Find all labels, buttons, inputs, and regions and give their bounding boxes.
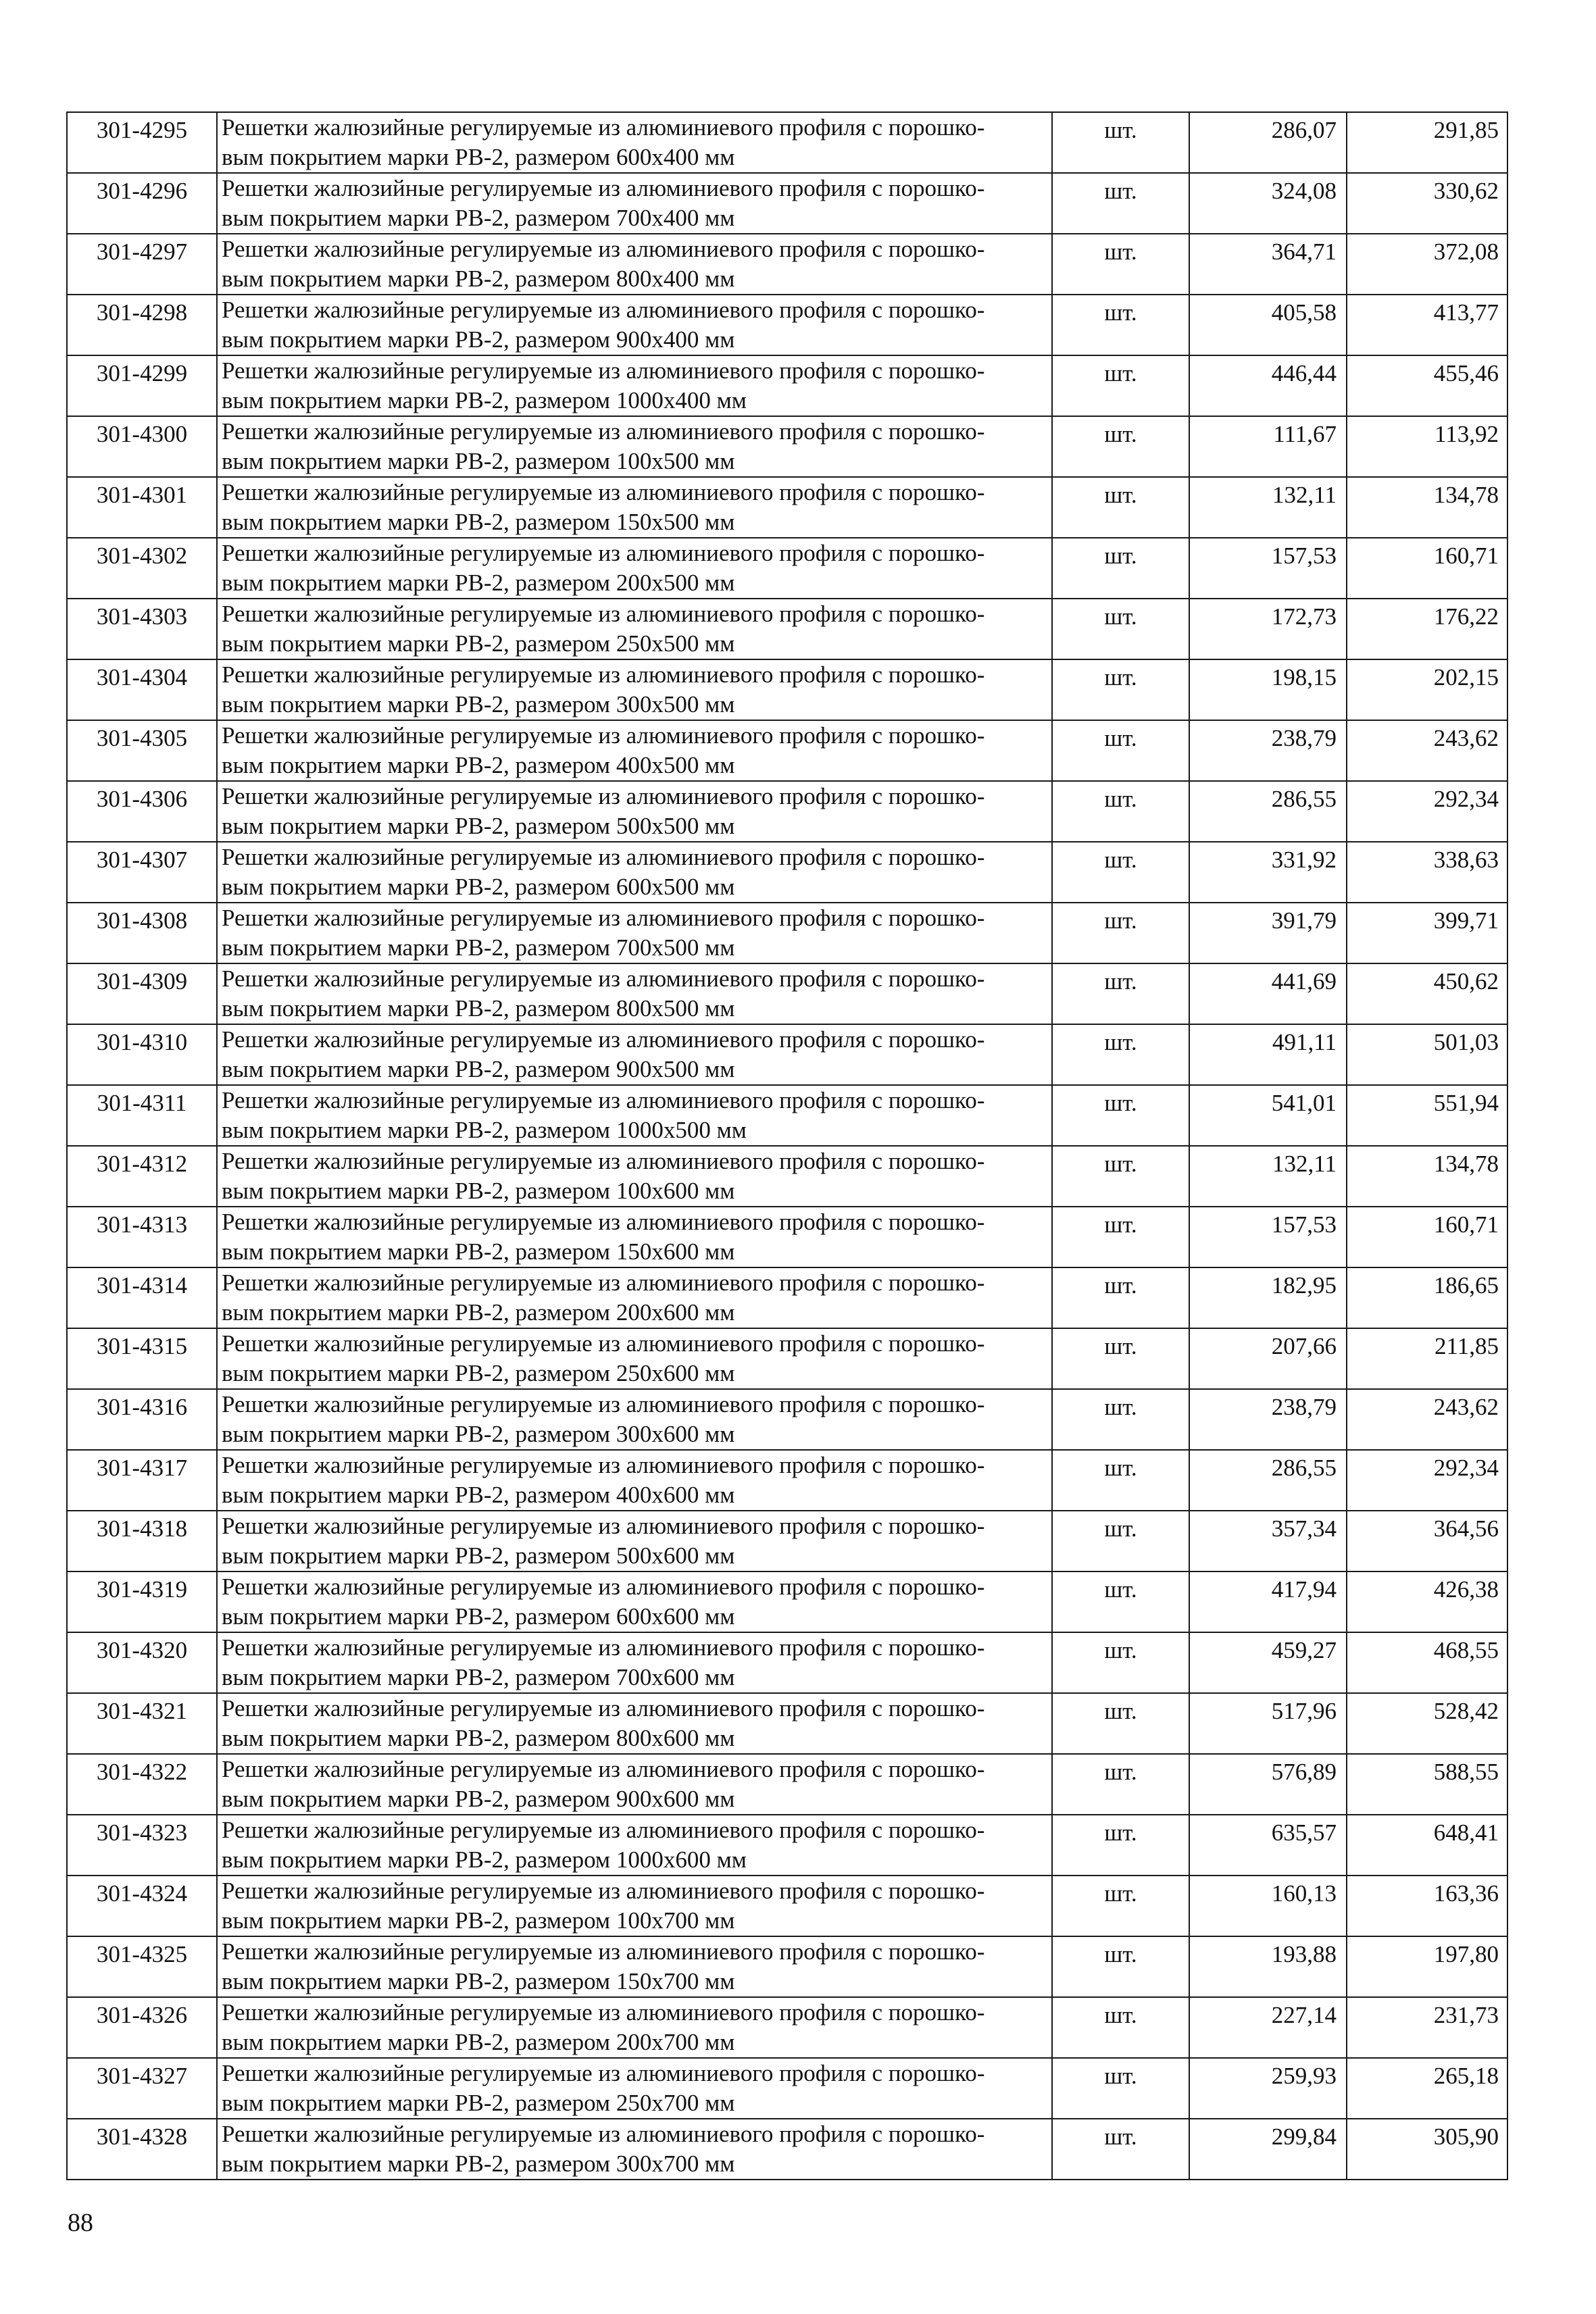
item-code: 301-4297	[67, 234, 217, 295]
item-description	[217, 1146, 1052, 1207]
description-line-2: вым покрытием марки РВ-2, размером 150x700 мм	[222, 1968, 735, 1994]
description-line-2: вым покрытием марки РВ-2, размером 1000x400 мм	[222, 387, 747, 413]
item-code: 301-4314	[67, 1267, 217, 1328]
item-price-2: 231,73	[1347, 1997, 1507, 2058]
item-unit: шт.	[1052, 963, 1189, 1024]
description-line-1: Решетки жалюзийные регулируемые из алюминиевого профиля с порошко-	[222, 357, 985, 384]
item-price-2: 413,77	[1347, 295, 1507, 355]
item-description	[217, 963, 1052, 1024]
description-line-2: вым покрытием марки РВ-2, размером 300x500 мм	[222, 691, 735, 718]
description-line-1: Решетки жалюзийные регулируемые из алюминиевого профиля с порошко-	[222, 1269, 985, 1296]
item-price-1: 299,84	[1189, 2119, 1347, 2180]
item-code: 301-4309	[67, 963, 217, 1024]
item-code: 301-4325	[67, 1936, 217, 1997]
item-code: 301-4312	[67, 1146, 217, 1207]
table-row	[67, 173, 1507, 234]
description-line-2: вым покрытием марки РВ-2, размером 600x600 мм	[222, 1603, 735, 1630]
item-price-1: 286,55	[1189, 1450, 1347, 1511]
table-row	[67, 1389, 1507, 1450]
table-row	[67, 1632, 1507, 1693]
item-unit: шт.	[1052, 112, 1189, 173]
item-code: 301-4311	[67, 1085, 217, 1146]
item-description	[217, 781, 1052, 842]
description-line-1: Решетки жалюзийные регулируемые из алюминиевого профиля с порошко-	[222, 661, 985, 688]
description-line-2: вым покрытием марки РВ-2, размером 100x600 мм	[222, 1178, 735, 1204]
table-row	[67, 903, 1507, 963]
item-unit: шт.	[1052, 1571, 1189, 1632]
item-code: 301-4322	[67, 1754, 217, 1815]
item-unit: шт.	[1052, 1085, 1189, 1146]
table-row	[67, 1267, 1507, 1328]
item-price-2: 501,03	[1347, 1024, 1507, 1085]
item-code: 301-4295	[67, 112, 217, 173]
item-price-1: 459,27	[1189, 1632, 1347, 1693]
table-body	[67, 112, 1507, 2180]
description-line-1: Решетки жалюзийные регулируемые из алюминиевого профиля с порошко-	[222, 1330, 985, 1357]
item-code: 301-4301	[67, 477, 217, 538]
item-unit: шт.	[1052, 295, 1189, 355]
description-line-2: вым покрытием марки РВ-2, размером 300x700 мм	[222, 2150, 735, 2177]
item-price-2: 211,85	[1347, 1328, 1507, 1389]
item-description	[217, 903, 1052, 963]
item-code: 301-4298	[67, 295, 217, 355]
description-line-1: Решетки жалюзийные регулируемые из алюминиевого профиля с порошко-	[222, 2060, 985, 2086]
table-row	[67, 1693, 1507, 1754]
item-description	[217, 538, 1052, 599]
description-line-1: Решетки жалюзийные регулируемые из алюминиевого профиля с порошко-	[222, 1148, 985, 1174]
item-price-1: 238,79	[1189, 720, 1347, 781]
description-line-1: Решетки жалюзийные регулируемые из алюминиевого профиля с порошко-	[222, 1026, 985, 1053]
item-code: 301-4320	[67, 1632, 217, 1693]
item-price-1: 576,89	[1189, 1754, 1347, 1815]
item-code: 301-4317	[67, 1450, 217, 1511]
item-price-2: 305,90	[1347, 2119, 1507, 2180]
item-price-1: 357,34	[1189, 1511, 1347, 1571]
item-description	[217, 477, 1052, 538]
item-unit: шт.	[1052, 1754, 1189, 1815]
item-price-1: 198,15	[1189, 659, 1347, 720]
description-line-2: вым покрытием марки РВ-2, размером 600x500 мм	[222, 874, 735, 900]
description-line-1: Решетки жалюзийные регулируемые из алюминиевого профиля с порошко-	[222, 1391, 985, 1417]
item-unit: шт.	[1052, 599, 1189, 659]
item-price-2: 160,71	[1347, 1207, 1507, 1267]
item-description	[217, 720, 1052, 781]
table-row	[67, 234, 1507, 295]
description-line-2: вым покрытием марки РВ-2, размером 1000x600 мм	[222, 1846, 747, 1873]
item-unit: шт.	[1052, 659, 1189, 720]
table-row	[67, 1997, 1507, 2058]
page-number: 88	[68, 2209, 93, 2237]
description-line-1: Решетки жалюзийные регулируемые из алюминиевого профиля с порошко-	[222, 1574, 985, 1600]
description-line-1: Решетки жалюзийные регулируемые из алюминиевого профиля с порошко-	[222, 1695, 985, 1721]
item-price-2: 197,80	[1347, 1936, 1507, 1997]
item-description	[217, 1754, 1052, 1815]
description-line-2: вым покрытием марки РВ-2, размером 300x600 мм	[222, 1421, 735, 1447]
item-description	[217, 416, 1052, 477]
item-unit: шт.	[1052, 1146, 1189, 1207]
description-line-1: Решетки жалюзийные регулируемые из алюминиевого профиля с порошко-	[222, 297, 985, 323]
description-line-1: Решетки жалюзийные регулируемые из алюминиевого профиля с порошко-	[222, 175, 985, 201]
item-description	[217, 1997, 1052, 2058]
item-price-2: 426,38	[1347, 1571, 1507, 1632]
description-line-1: Решетки жалюзийные регулируемые из алюминиевого профиля с порошко-	[222, 1452, 985, 1478]
item-description	[217, 1936, 1052, 1997]
item-price-2: 588,55	[1347, 1754, 1507, 1815]
item-price-2: 364,56	[1347, 1511, 1507, 1571]
item-code: 301-4315	[67, 1328, 217, 1389]
description-line-2: вым покрытием марки РВ-2, размером 900x600 мм	[222, 1786, 735, 1812]
item-unit: шт.	[1052, 1207, 1189, 1267]
description-line-2: вым покрытием марки РВ-2, размером 900x500 мм	[222, 1056, 735, 1082]
item-price-1: 193,88	[1189, 1936, 1347, 1997]
item-price-2: 551,94	[1347, 1085, 1507, 1146]
description-line-2: вым покрытием марки РВ-2, размером 150x600 мм	[222, 1238, 735, 1265]
description-line-1: Решетки жалюзийные регулируемые из алюминиевого профиля с порошко-	[222, 601, 985, 627]
item-code: 301-4328	[67, 2119, 217, 2180]
item-price-2: 243,62	[1347, 720, 1507, 781]
item-description	[217, 355, 1052, 416]
item-description	[217, 1207, 1052, 1267]
table-row	[67, 599, 1507, 659]
item-price-2: 160,71	[1347, 538, 1507, 599]
price-table	[66, 111, 1508, 2180]
description-line-1: Решетки жалюзийные регулируемые из алюминиевого профиля с порошко-	[222, 1878, 985, 1904]
item-price-2: 202,15	[1347, 659, 1507, 720]
description-line-1: Решетки жалюзийные регулируемые из алюминиевого профиля с порошко-	[222, 1209, 985, 1235]
description-line-1: Решетки жалюзийные регулируемые из алюминиевого профиля с порошко-	[222, 1513, 985, 1539]
description-line-1: Решетки жалюзийные регулируемые из алюминиевого профиля с порошко-	[222, 1634, 985, 1661]
table-row	[67, 1876, 1507, 1936]
item-description	[217, 1876, 1052, 1936]
description-line-2: вым покрытием марки РВ-2, размером 200x700 мм	[222, 2029, 735, 2055]
description-line-2: вым покрытием марки РВ-2, размером 400x500 мм	[222, 752, 735, 778]
item-unit: шт.	[1052, 538, 1189, 599]
item-unit: шт.	[1052, 1267, 1189, 1328]
item-unit: шт.	[1052, 1632, 1189, 1693]
item-price-1: 132,11	[1189, 1146, 1347, 1207]
item-price-1: 259,93	[1189, 2058, 1347, 2119]
description-line-2: вым покрытием марки РВ-2, размером 700x400 мм	[222, 205, 735, 231]
item-price-1: 227,14	[1189, 1997, 1347, 2058]
item-description	[217, 295, 1052, 355]
item-code: 301-4316	[67, 1389, 217, 1450]
item-price-2: 134,78	[1347, 477, 1507, 538]
table-row	[67, 1024, 1507, 1085]
item-code: 301-4321	[67, 1693, 217, 1754]
item-description	[217, 1450, 1052, 1511]
item-price-1: 635,57	[1189, 1815, 1347, 1876]
item-code: 301-4310	[67, 1024, 217, 1085]
item-description	[217, 1024, 1052, 1085]
description-line-2: вым покрытием марки РВ-2, размером 250x500 мм	[222, 630, 735, 657]
description-line-2: вым покрытием марки РВ-2, размером 500x600 мм	[222, 1542, 735, 1569]
item-unit: шт.	[1052, 903, 1189, 963]
table-row	[67, 1754, 1507, 1815]
item-price-2: 338,63	[1347, 842, 1507, 903]
description-line-2: вым покрытием марки РВ-2, размером 100x500 мм	[222, 448, 735, 474]
description-line-1: Решетки жалюзийные регулируемые из алюминиевого профиля с порошко-	[222, 418, 985, 445]
item-unit: шт.	[1052, 1997, 1189, 2058]
description-line-1: Решетки жалюзийные регулируемые из алюминиевого профиля с порошко-	[222, 783, 985, 809]
table-row	[67, 1207, 1507, 1267]
item-price-2: 186,65	[1347, 1267, 1507, 1328]
item-price-2: 450,62	[1347, 963, 1507, 1024]
item-price-2: 176,22	[1347, 599, 1507, 659]
item-code: 301-4326	[67, 1997, 217, 2058]
item-unit: шт.	[1052, 1693, 1189, 1754]
item-code: 301-4299	[67, 355, 217, 416]
table-row	[67, 2058, 1507, 2119]
table-row	[67, 295, 1507, 355]
item-price-1: 238,79	[1189, 1389, 1347, 1450]
description-line-2: вым покрытием марки РВ-2, размером 700x600 мм	[222, 1664, 735, 1690]
item-unit: шт.	[1052, 1328, 1189, 1389]
item-price-1: 160,13	[1189, 1876, 1347, 1936]
item-unit: шт.	[1052, 1815, 1189, 1876]
item-unit: шт.	[1052, 1024, 1189, 1085]
item-code: 301-4305	[67, 720, 217, 781]
table-row	[67, 781, 1507, 842]
item-code: 301-4300	[67, 416, 217, 477]
description-line-2: вым покрытием марки РВ-2, размером 150x500 мм	[222, 509, 735, 535]
item-price-2: 265,18	[1347, 2058, 1507, 2119]
item-price-1: 441,69	[1189, 963, 1347, 1024]
table-row	[67, 1511, 1507, 1571]
description-line-2: вым покрытием марки РВ-2, размером 600x400 мм	[222, 144, 735, 170]
item-price-1: 405,58	[1189, 295, 1347, 355]
item-price-2: 243,62	[1347, 1389, 1507, 1450]
item-description	[217, 2058, 1052, 2119]
item-price-2: 134,78	[1347, 1146, 1507, 1207]
description-line-2: вым покрытием марки РВ-2, размером 100x700 мм	[222, 1907, 735, 1934]
item-price-1: 157,53	[1189, 538, 1347, 599]
description-line-1: Решетки жалюзийные регулируемые из алюминиевого профиля с порошко-	[222, 722, 985, 749]
item-description	[217, 599, 1052, 659]
item-price-1: 111,67	[1189, 416, 1347, 477]
item-description	[217, 1571, 1052, 1632]
item-code: 301-4296	[67, 173, 217, 234]
item-unit: шт.	[1052, 2058, 1189, 2119]
table-row	[67, 1328, 1507, 1389]
item-price-1: 207,66	[1189, 1328, 1347, 1389]
item-price-2: 399,71	[1347, 903, 1507, 963]
item-price-1: 364,71	[1189, 234, 1347, 295]
item-description	[217, 2119, 1052, 2180]
item-unit: шт.	[1052, 720, 1189, 781]
table-row	[67, 720, 1507, 781]
description-line-1: Решетки жалюзийные регулируемые из алюминиевого профиля с порошко-	[222, 1087, 985, 1113]
item-price-1: 491,11	[1189, 1024, 1347, 1085]
item-price-1: 517,96	[1189, 1693, 1347, 1754]
item-code: 301-4318	[67, 1511, 217, 1571]
item-code: 301-4302	[67, 538, 217, 599]
table-row	[67, 1085, 1507, 1146]
table-row	[67, 659, 1507, 720]
description-line-1: Решетки жалюзийные регулируемые из алюминиевого профиля с порошко-	[222, 1756, 985, 1782]
item-code: 301-4323	[67, 1815, 217, 1876]
item-price-2: 372,08	[1347, 234, 1507, 295]
table-row	[67, 538, 1507, 599]
description-line-2: вым покрытием марки РВ-2, размером 1000x500 мм	[222, 1117, 747, 1143]
description-line-2: вым покрытием марки РВ-2, размером 800x400 мм	[222, 266, 735, 292]
item-price-1: 286,07	[1189, 112, 1347, 173]
item-description	[217, 842, 1052, 903]
item-description	[217, 1693, 1052, 1754]
description-line-2: вым покрытием марки РВ-2, размером 250x700 мм	[222, 2090, 735, 2116]
item-price-2: 468,55	[1347, 1632, 1507, 1693]
table-row	[67, 1450, 1507, 1511]
item-unit: шт.	[1052, 2119, 1189, 2180]
item-price-1: 417,94	[1189, 1571, 1347, 1632]
item-price-1: 172,73	[1189, 599, 1347, 659]
item-description	[217, 234, 1052, 295]
description-line-1: Решетки жалюзийные регулируемые из алюминиевого профиля с порошко-	[222, 1938, 985, 1965]
item-price-2: 292,34	[1347, 1450, 1507, 1511]
description-line-1: Решетки жалюзийные регулируемые из алюминиевого профиля с порошко-	[222, 540, 985, 566]
item-price-2: 330,62	[1347, 173, 1507, 234]
item-code: 301-4324	[67, 1876, 217, 1936]
item-code: 301-4303	[67, 599, 217, 659]
description-line-2: вым покрытием марки РВ-2, размером 700x500 мм	[222, 934, 735, 961]
item-unit: шт.	[1052, 173, 1189, 234]
item-unit: шт.	[1052, 1389, 1189, 1450]
item-description	[217, 1085, 1052, 1146]
item-unit: шт.	[1052, 477, 1189, 538]
item-code: 301-4306	[67, 781, 217, 842]
item-description	[217, 1511, 1052, 1571]
item-price-2: 455,46	[1347, 355, 1507, 416]
item-code: 301-4308	[67, 903, 217, 963]
item-price-2: 528,42	[1347, 1693, 1507, 1754]
description-line-2: вым покрытием марки РВ-2, размером 400x600 мм	[222, 1482, 735, 1508]
table-row	[67, 477, 1507, 538]
item-code: 301-4327	[67, 2058, 217, 2119]
description-line-2: вым покрытием марки РВ-2, размером 200x500 мм	[222, 570, 735, 596]
description-line-2: вым покрытием марки РВ-2, размером 250x600 мм	[222, 1360, 735, 1386]
item-price-1: 157,53	[1189, 1207, 1347, 1267]
description-line-1: Решетки жалюзийные регулируемые из алюминиевого профиля с порошко-	[222, 1817, 985, 1843]
item-price-1: 446,44	[1189, 355, 1347, 416]
item-price-1: 541,01	[1189, 1085, 1347, 1146]
description-line-1: Решетки жалюзийные регулируемые из алюминиевого профиля с порошко-	[222, 1999, 985, 2026]
item-unit: шт.	[1052, 1450, 1189, 1511]
item-price-2: 648,41	[1347, 1815, 1507, 1876]
item-description	[217, 1815, 1052, 1876]
item-price-2: 163,36	[1347, 1876, 1507, 1936]
table-row	[67, 1146, 1507, 1207]
description-line-1: Решетки жалюзийные регулируемые из алюминиевого профиля с порошко-	[222, 905, 985, 931]
item-price-2: 113,92	[1347, 416, 1507, 477]
item-code: 301-4307	[67, 842, 217, 903]
table-row	[67, 112, 1507, 173]
description-line-1: Решетки жалюзийные регулируемые из алюминиевого профиля с порошко-	[222, 236, 985, 262]
item-code: 301-4304	[67, 659, 217, 720]
description-line-1: Решетки жалюзийные регулируемые из алюминиевого профиля с порошко-	[222, 479, 985, 505]
description-line-2: вым покрытием марки РВ-2, размером 900x400 мм	[222, 326, 735, 353]
item-unit: шт.	[1052, 355, 1189, 416]
item-unit: шт.	[1052, 1511, 1189, 1571]
item-price-1: 324,08	[1189, 173, 1347, 234]
item-price-1: 391,79	[1189, 903, 1347, 963]
item-unit: шт.	[1052, 416, 1189, 477]
table-row	[67, 1571, 1507, 1632]
item-description	[217, 1389, 1052, 1450]
item-description	[217, 173, 1052, 234]
table-row	[67, 355, 1507, 416]
item-unit: шт.	[1052, 1876, 1189, 1936]
item-price-1: 132,11	[1189, 477, 1347, 538]
item-code: 301-4319	[67, 1571, 217, 1632]
item-unit: шт.	[1052, 842, 1189, 903]
description-line-2: вым покрытием марки РВ-2, размером 800x600 мм	[222, 1725, 735, 1751]
item-price-1: 182,95	[1189, 1267, 1347, 1328]
item-description	[217, 1632, 1052, 1693]
item-description	[217, 659, 1052, 720]
item-description	[217, 112, 1052, 173]
description-line-1: Решетки жалюзийные регулируемые из алюминиевого профиля с порошко-	[222, 844, 985, 870]
description-line-2: вым покрытием марки РВ-2, размером 500x500 мм	[222, 813, 735, 839]
description-line-1: Решетки жалюзийные регулируемые из алюминиевого профиля с порошко-	[222, 965, 985, 992]
item-price-1: 286,55	[1189, 781, 1347, 842]
description-line-1: Решетки жалюзийные регулируемые из алюминиевого профиля с порошко-	[222, 114, 985, 141]
item-price-2: 291,85	[1347, 112, 1507, 173]
item-description	[217, 1328, 1052, 1389]
item-unit: шт.	[1052, 234, 1189, 295]
description-line-2: вым покрытием марки РВ-2, размером 200x600 мм	[222, 1299, 735, 1326]
item-description	[217, 1267, 1052, 1328]
item-code: 301-4313	[67, 1207, 217, 1267]
table-row	[67, 416, 1507, 477]
table-row	[67, 963, 1507, 1024]
description-line-1: Решетки жалюзийные регулируемые из алюминиевого профиля с порошко-	[222, 2121, 985, 2147]
description-line-2: вым покрытием марки РВ-2, размером 800x500 мм	[222, 995, 735, 1022]
item-unit: шт.	[1052, 781, 1189, 842]
item-price-2: 292,34	[1347, 781, 1507, 842]
table-row	[67, 842, 1507, 903]
table-row	[67, 1815, 1507, 1876]
item-price-1: 331,92	[1189, 842, 1347, 903]
table-row	[67, 1936, 1507, 1997]
item-unit: шт.	[1052, 1936, 1189, 1997]
table-row	[67, 2119, 1507, 2180]
